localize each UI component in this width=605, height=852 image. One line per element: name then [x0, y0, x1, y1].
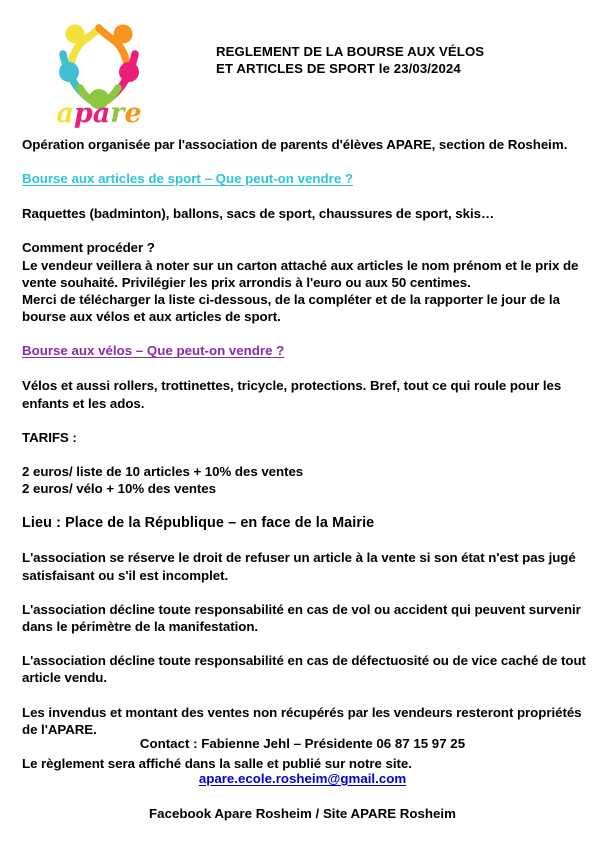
- footer-email-line: [0, 770, 605, 787]
- apare-logo: [44, 16, 154, 128]
- document-footer: [0, 735, 605, 822]
- clause-3: L'association décline toute responsabilité en cas de défectuosité ou de vice caché de tout article vendu.: [22, 653, 586, 686]
- document-header: [0, 0, 605, 128]
- tarif-item-1: 2 euros/ liste de 10 articles + 10% des ventes: [22, 464, 304, 480]
- section-heading-velos-link[interactable]: Bourse aux vélos – Que peut-on vendre ?: [22, 343, 285, 359]
- section-heading-velos: [22, 342, 588, 360]
- section-heading-sport-link[interactable]: Bourse aux articles de sport – Que peut-on vendre ?: [22, 171, 354, 187]
- footer-email-link[interactable]: apare.ecole.rosheim@gmail.com: [198, 771, 407, 786]
- document-title-line-2: ET ARTICLES DE SPORT le 23/03/2024: [216, 60, 461, 76]
- clause-2: L'association décline toute responsabilité en cas de vol ou accident qui peuvent survenir dans le périmètre de la manifestation.: [22, 601, 581, 635]
- lieu-line: Lieu : Place de la République – en face de la Mairie: [22, 515, 375, 532]
- procedure-line-2: Merci de télécharger la liste ci-dessous, de la compléter et de la rapporter le jour de la bourse aux vélos et aux articles de sport.: [22, 292, 560, 325]
- apare-wordmark: apare: [56, 98, 142, 128]
- footer-contact: Contact : Fabienne Jehl – Présidente 06 87 15 97 25: [139, 736, 466, 751]
- document-title: [216, 44, 484, 77]
- sport-items-paragraph: Raquettes (badminton), ballons, sacs de sport, chaussures de sport, skis…: [22, 206, 495, 222]
- section-heading-sport: [22, 170, 588, 188]
- document-title-line-1: REGLEMENT DE LA BOURSE AUX VÉLOS: [216, 44, 485, 59]
- document-body: [22, 136, 588, 789]
- tarifs-label: TARIFS :: [22, 429, 77, 445]
- clause-4: Les invendus et montant des ventes non récupérés par les vendeurs resteront propriétés de l'APARE.: [22, 704, 582, 737]
- procedure-line-1: Le vendeur veillera à noter sur un carton attaché aux articles le nom prénom et le prix de vente souhaité. Privilégier les prix arrondis à l'euro ou aux 50 centimes.: [22, 257, 579, 290]
- velos-items-paragraph: Vélos et aussi rollers, trottinettes, tricycle, protections. Bref, tout ce qui roule pour les enfants et les ados.: [22, 378, 562, 411]
- clause-1: L'association se réserve le droit de refuser un article à la vente si son état n'est pas jugé satisfaisant ou s'il est incomplet.: [22, 550, 576, 583]
- footer-social: Facebook Apare Rosheim / Site APARE Rosheim: [149, 806, 456, 821]
- intro-paragraph: Opération organisée par l'association de parents d'élèves APARE, section de Rosheim.: [22, 137, 568, 152]
- tarif-item-2: 2 euros/ vélo + 10% des ventes: [22, 481, 216, 497]
- procedure-question: Comment procéder ?: [22, 240, 155, 256]
- apare-logo-svg: [44, 16, 154, 128]
- clause-5: Le règlement sera affiché dans la salle et publié sur notre site.: [22, 756, 412, 772]
